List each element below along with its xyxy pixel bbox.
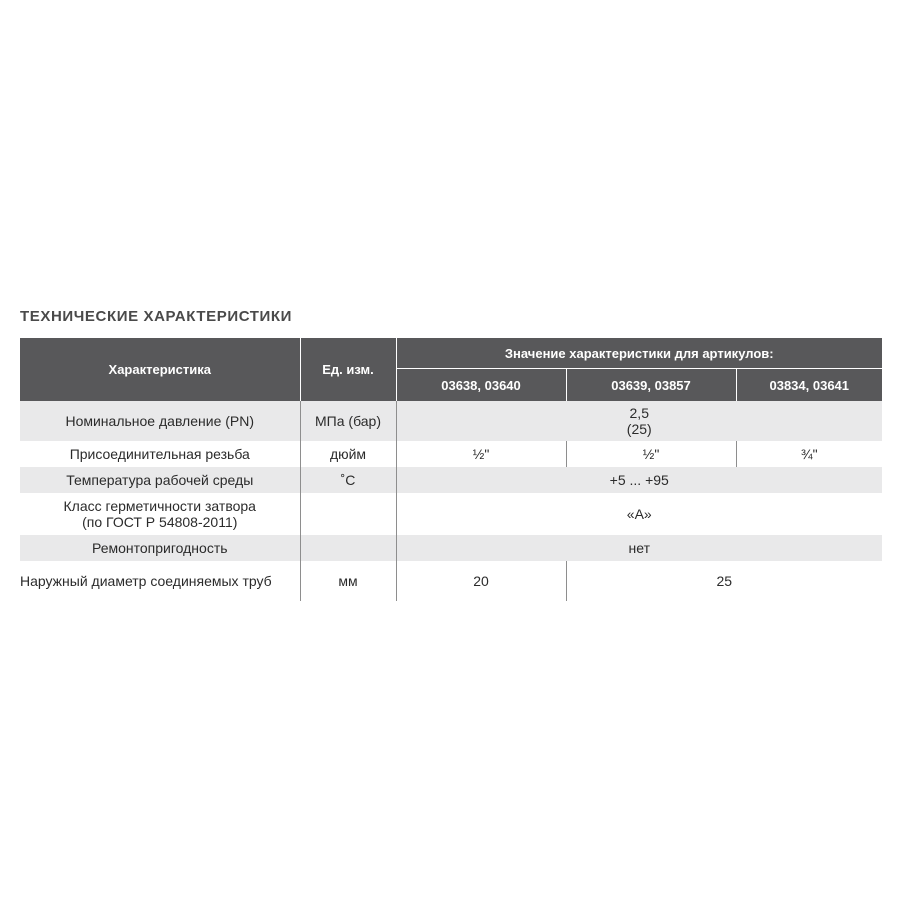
table-row-tightness [20, 493, 882, 535]
header-article-3: 03834, 03641 [736, 369, 882, 402]
row-name: Номинальное давление (PN) [20, 401, 300, 441]
table-row-pressure [20, 401, 882, 441]
row-name: Ремонтопригодность [20, 535, 300, 561]
row-value-1: ½" [396, 441, 566, 467]
row-value: нет [396, 535, 882, 561]
row-value [396, 401, 882, 441]
table-row-repairability [20, 535, 882, 561]
row-value: «А» [626, 506, 652, 522]
row-name: Присоединительная резьба [20, 441, 300, 467]
row-name: Температура рабочей среды [20, 467, 300, 493]
row-unit: МПа (бар) [300, 401, 396, 441]
row-name-line-1: Класс герметичности затвора [63, 498, 256, 514]
row-value-2: ½" [566, 441, 736, 467]
row-unit [300, 535, 396, 561]
table-row-temperature [20, 467, 882, 493]
header-unit: Ед. изм. [300, 338, 396, 401]
row-name-line-2: (по ГОСТ Р 54808-2011) [82, 514, 238, 530]
row-value-2: 25 [716, 573, 733, 589]
row-unit [300, 493, 396, 535]
header-article-2: 03639, 03857 [566, 369, 736, 402]
row-name [20, 493, 300, 535]
table-row-diameter [20, 561, 882, 601]
header-characteristic: Характеристика [20, 338, 300, 401]
row-value: +5 ... +95 [396, 467, 882, 493]
spec-table [20, 338, 882, 601]
table-row-thread [20, 441, 882, 467]
header-article-1: 03638, 03640 [396, 369, 566, 402]
row-value-3: ¾" [800, 446, 818, 462]
page-title: ТЕХНИЧЕСКИЕ ХАРАКТЕРИСТИКИ [20, 308, 293, 325]
value-line-1: 2,5 [629, 405, 649, 421]
row-unit: дюйм [300, 441, 396, 467]
row-name: Наружный диаметр соединяемых труб [20, 561, 300, 601]
header-values-group: Значение характеристики для артикулов: [396, 338, 882, 369]
row-unit: мм [300, 561, 396, 601]
row-value-1: 20 [396, 561, 566, 601]
row-unit: ˚С [300, 467, 396, 493]
value-line-2: (25) [626, 421, 652, 437]
